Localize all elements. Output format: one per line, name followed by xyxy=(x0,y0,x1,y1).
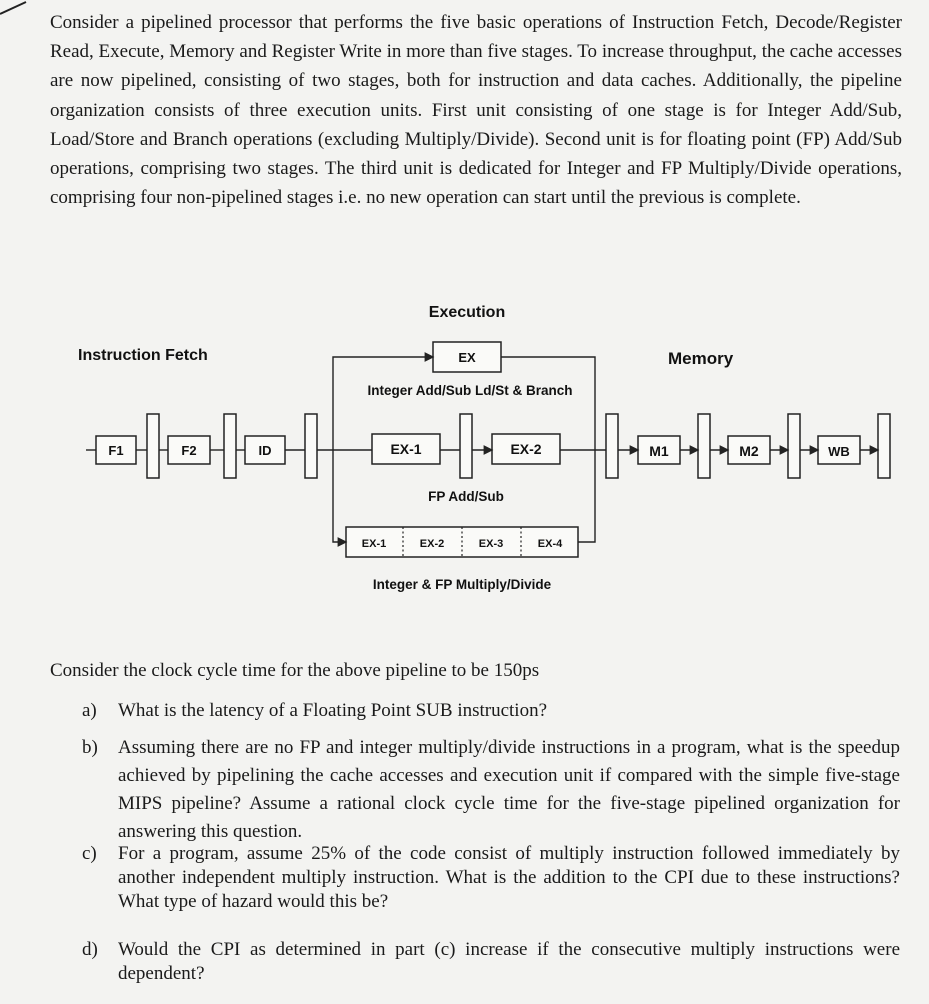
question-b-text: Assuming there are no FP and integer multiply/divide instructions in a program, what is the speedup achieved by pipelining the cache accesses and execution unit if compared with the simple five-stage MIPS pipeline? Assume a rational clock cycle time for the five-stage pipelined organization for answering this question. xyxy=(118,737,900,842)
latch-2 xyxy=(224,414,236,478)
unit-int-label: Integer Add/Sub Ld/St & Branch xyxy=(367,383,573,398)
question-c-text: For a program, assume 25% of the code consist of multiply instruction followed immediately by another independent multiply instruction. What is the addition to the CPI due to these instructions? What type of hazard would this be? xyxy=(118,843,900,912)
question-d-label: d) xyxy=(82,939,98,960)
label-m2: M2 xyxy=(739,443,759,459)
unit-md-label: Integer & FP Multiply/Divide xyxy=(372,577,552,592)
label-md-ex2: EX-2 xyxy=(419,538,445,550)
question-a-label: a) xyxy=(82,700,97,721)
question-b-label: b) xyxy=(82,737,98,758)
question-a xyxy=(82,699,900,723)
memory-title: Memory xyxy=(668,349,734,368)
question-c-label: c) xyxy=(82,843,97,864)
latch-1 xyxy=(147,414,159,478)
fetch-title: Instruction Fetch xyxy=(78,347,208,364)
label-fp-ex1: EX-1 xyxy=(390,441,422,457)
label-md-ex3: EX-3 xyxy=(478,538,504,550)
latch-4 xyxy=(460,414,472,478)
pipeline-diagram xyxy=(0,290,929,610)
label-id: ID xyxy=(258,443,272,458)
label-wb: WB xyxy=(828,444,850,459)
label-f2: F2 xyxy=(181,443,197,458)
latch-6 xyxy=(698,414,710,478)
questions-lead: Consider the clock cycle time for the above pipeline to be 150ps xyxy=(50,660,540,681)
latch-5 xyxy=(606,414,618,478)
question-c xyxy=(82,842,900,914)
corner-mark xyxy=(0,0,30,20)
latch-7 xyxy=(788,414,800,478)
latch-3 xyxy=(305,414,317,478)
latch-8 xyxy=(878,414,890,478)
question-d xyxy=(82,938,900,986)
label-md-ex1: EX-1 xyxy=(361,538,387,550)
label-m1: M1 xyxy=(649,443,669,459)
question-b xyxy=(82,734,900,846)
intro-paragraph: Consider a pipelined processor that performs the five basic operations of Instruction Fetch, Decode/Register Read, Execute, Memory and Register Write in more than five stages. To increase throughput, the cache accesses are now pipelined, consisting of two stages, both for instruction and data caches. Additionally, the pipeline organization consists of three execution units. First unit consisting of one stage is for Integer Add/Sub, Load/Store and Branch operations (excluding Multiply/Divide). Second unit is for floating point (FP) Add/Sub operations, comprising two stages. The third unit is dedicated for Integer and FP Multiply/Divide operations, comprising four non-pipelined stages i.e. no new operation can start until the previous is complete. xyxy=(50,12,902,209)
question-d-text: Would the CPI as determined in part (c) increase if the consecutive multiply instructions were dependent? xyxy=(118,939,900,984)
question-a-text: What is the latency of a Floating Point SUB instruction? xyxy=(118,700,548,721)
unit-fp-label: FP Add/Sub xyxy=(428,489,504,504)
label-md-ex4: EX-4 xyxy=(537,538,563,550)
execution-title: Execution xyxy=(428,304,506,321)
label-ex: EX xyxy=(458,350,476,365)
label-f1: F1 xyxy=(108,443,124,458)
label-fp-ex2: EX-2 xyxy=(510,441,542,457)
